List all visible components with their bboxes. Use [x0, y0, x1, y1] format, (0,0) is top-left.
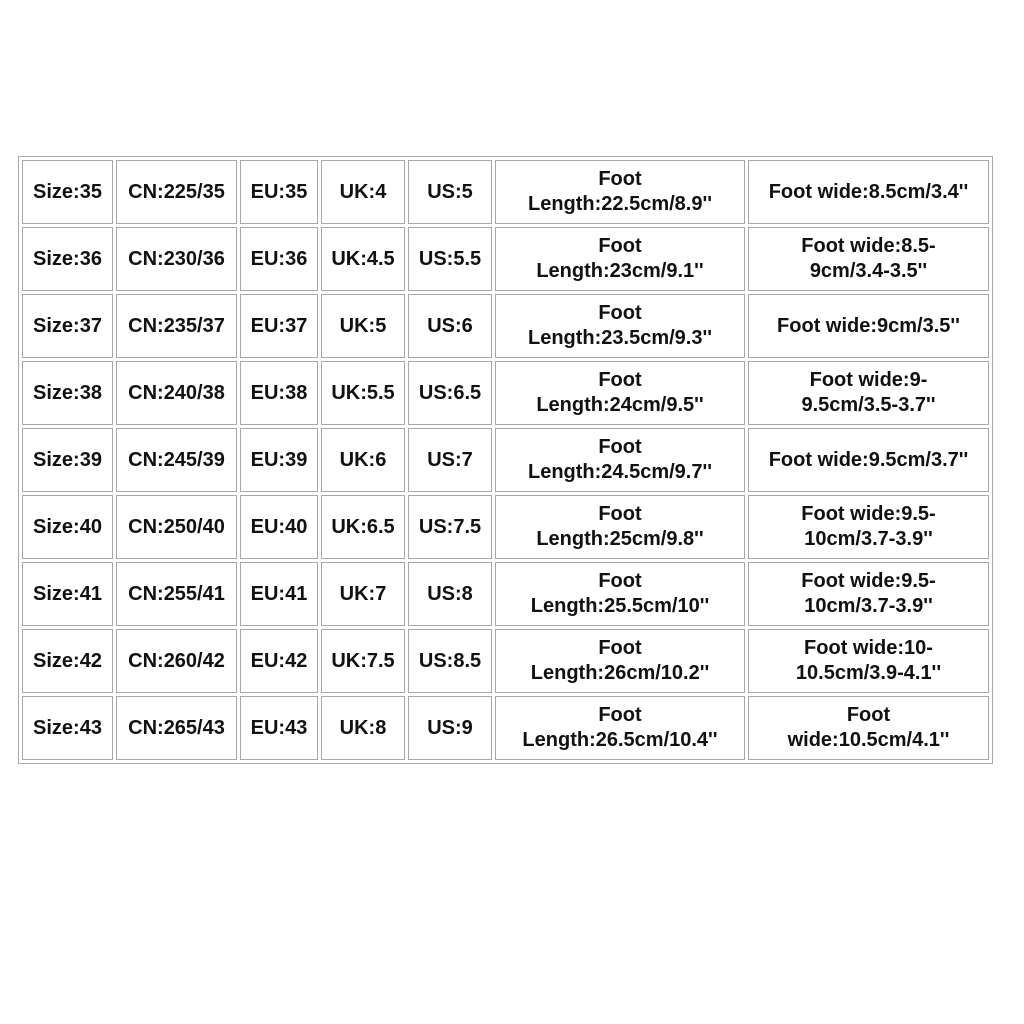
us-size-cell: US:6 [408, 294, 492, 358]
cn-size-cell: CN:250/40 [116, 495, 237, 559]
uk-size-cell: UK:4 [321, 160, 405, 224]
table-row [22, 361, 989, 425]
us-size-cell: US:5.5 [408, 227, 492, 291]
size-cell: Size:40 [22, 495, 113, 559]
us-size-cell: US:7 [408, 428, 492, 492]
eu-size-cell: EU:42 [240, 629, 318, 693]
foot-width-cell: Foot wide:9.5cm/3.7'' [748, 428, 989, 492]
table-row [22, 294, 989, 358]
size-cell: Size:39 [22, 428, 113, 492]
foot-length-cell: Foot Length:24cm/9.5'' [495, 361, 745, 425]
foot-width-cell: Foot wide:9.5- 10cm/3.7-3.9'' [748, 495, 989, 559]
eu-size-cell: EU:40 [240, 495, 318, 559]
uk-size-cell: UK:5.5 [321, 361, 405, 425]
us-size-cell: US:8 [408, 562, 492, 626]
cn-size-cell: CN:230/36 [116, 227, 237, 291]
eu-size-cell: EU:41 [240, 562, 318, 626]
foot-length-cell: Foot Length:26.5cm/10.4'' [495, 696, 745, 760]
cn-size-cell: CN:235/37 [116, 294, 237, 358]
foot-width-cell: Foot wide:8.5cm/3.4'' [748, 160, 989, 224]
foot-length-cell: Foot Length:24.5cm/9.7'' [495, 428, 745, 492]
us-size-cell: US:6.5 [408, 361, 492, 425]
size-cell: Size:43 [22, 696, 113, 760]
foot-length-cell: Foot Length:23cm/9.1'' [495, 227, 745, 291]
foot-length-cell: Foot Length:25.5cm/10'' [495, 562, 745, 626]
table-row [22, 696, 989, 760]
size-cell: Size:35 [22, 160, 113, 224]
size-cell: Size:38 [22, 361, 113, 425]
size-cell: Size:42 [22, 629, 113, 693]
uk-size-cell: UK:7.5 [321, 629, 405, 693]
uk-size-cell: UK:4.5 [321, 227, 405, 291]
us-size-cell: US:7.5 [408, 495, 492, 559]
foot-width-cell: Foot wide:9.5- 10cm/3.7-3.9'' [748, 562, 989, 626]
foot-length-cell: Foot Length:23.5cm/9.3'' [495, 294, 745, 358]
table-row [22, 562, 989, 626]
eu-size-cell: EU:37 [240, 294, 318, 358]
eu-size-cell: EU:38 [240, 361, 318, 425]
foot-width-cell: Foot wide:10.5cm/4.1'' [748, 696, 989, 760]
us-size-cell: US:8.5 [408, 629, 492, 693]
cn-size-cell: CN:260/42 [116, 629, 237, 693]
us-size-cell: US:5 [408, 160, 492, 224]
table-row [22, 227, 989, 291]
foot-width-cell: Foot wide:9- 9.5cm/3.5-3.7'' [748, 361, 989, 425]
uk-size-cell: UK:5 [321, 294, 405, 358]
size-cell: Size:36 [22, 227, 113, 291]
foot-length-cell: Foot Length:26cm/10.2'' [495, 629, 745, 693]
table-row [22, 629, 989, 693]
size-chart-body [22, 160, 989, 760]
size-cell: Size:41 [22, 562, 113, 626]
foot-length-cell: Foot Length:25cm/9.8'' [495, 495, 745, 559]
cn-size-cell: CN:265/43 [116, 696, 237, 760]
cn-size-cell: CN:255/41 [116, 562, 237, 626]
eu-size-cell: EU:43 [240, 696, 318, 760]
foot-width-cell: Foot wide:10- 10.5cm/3.9-4.1'' [748, 629, 989, 693]
uk-size-cell: UK:8 [321, 696, 405, 760]
us-size-cell: US:9 [408, 696, 492, 760]
foot-length-cell: Foot Length:22.5cm/8.9'' [495, 160, 745, 224]
foot-width-cell: Foot wide:8.5- 9cm/3.4-3.5'' [748, 227, 989, 291]
eu-size-cell: EU:39 [240, 428, 318, 492]
table-row [22, 428, 989, 492]
eu-size-cell: EU:36 [240, 227, 318, 291]
table-row [22, 495, 989, 559]
uk-size-cell: UK:6.5 [321, 495, 405, 559]
uk-size-cell: UK:7 [321, 562, 405, 626]
foot-width-cell: Foot wide:9cm/3.5'' [748, 294, 989, 358]
uk-size-cell: UK:6 [321, 428, 405, 492]
table-row [22, 160, 989, 224]
cn-size-cell: CN:225/35 [116, 160, 237, 224]
size-cell: Size:37 [22, 294, 113, 358]
cn-size-cell: CN:245/39 [116, 428, 237, 492]
cn-size-cell: CN:240/38 [116, 361, 237, 425]
eu-size-cell: EU:35 [240, 160, 318, 224]
size-chart-table [18, 156, 993, 764]
